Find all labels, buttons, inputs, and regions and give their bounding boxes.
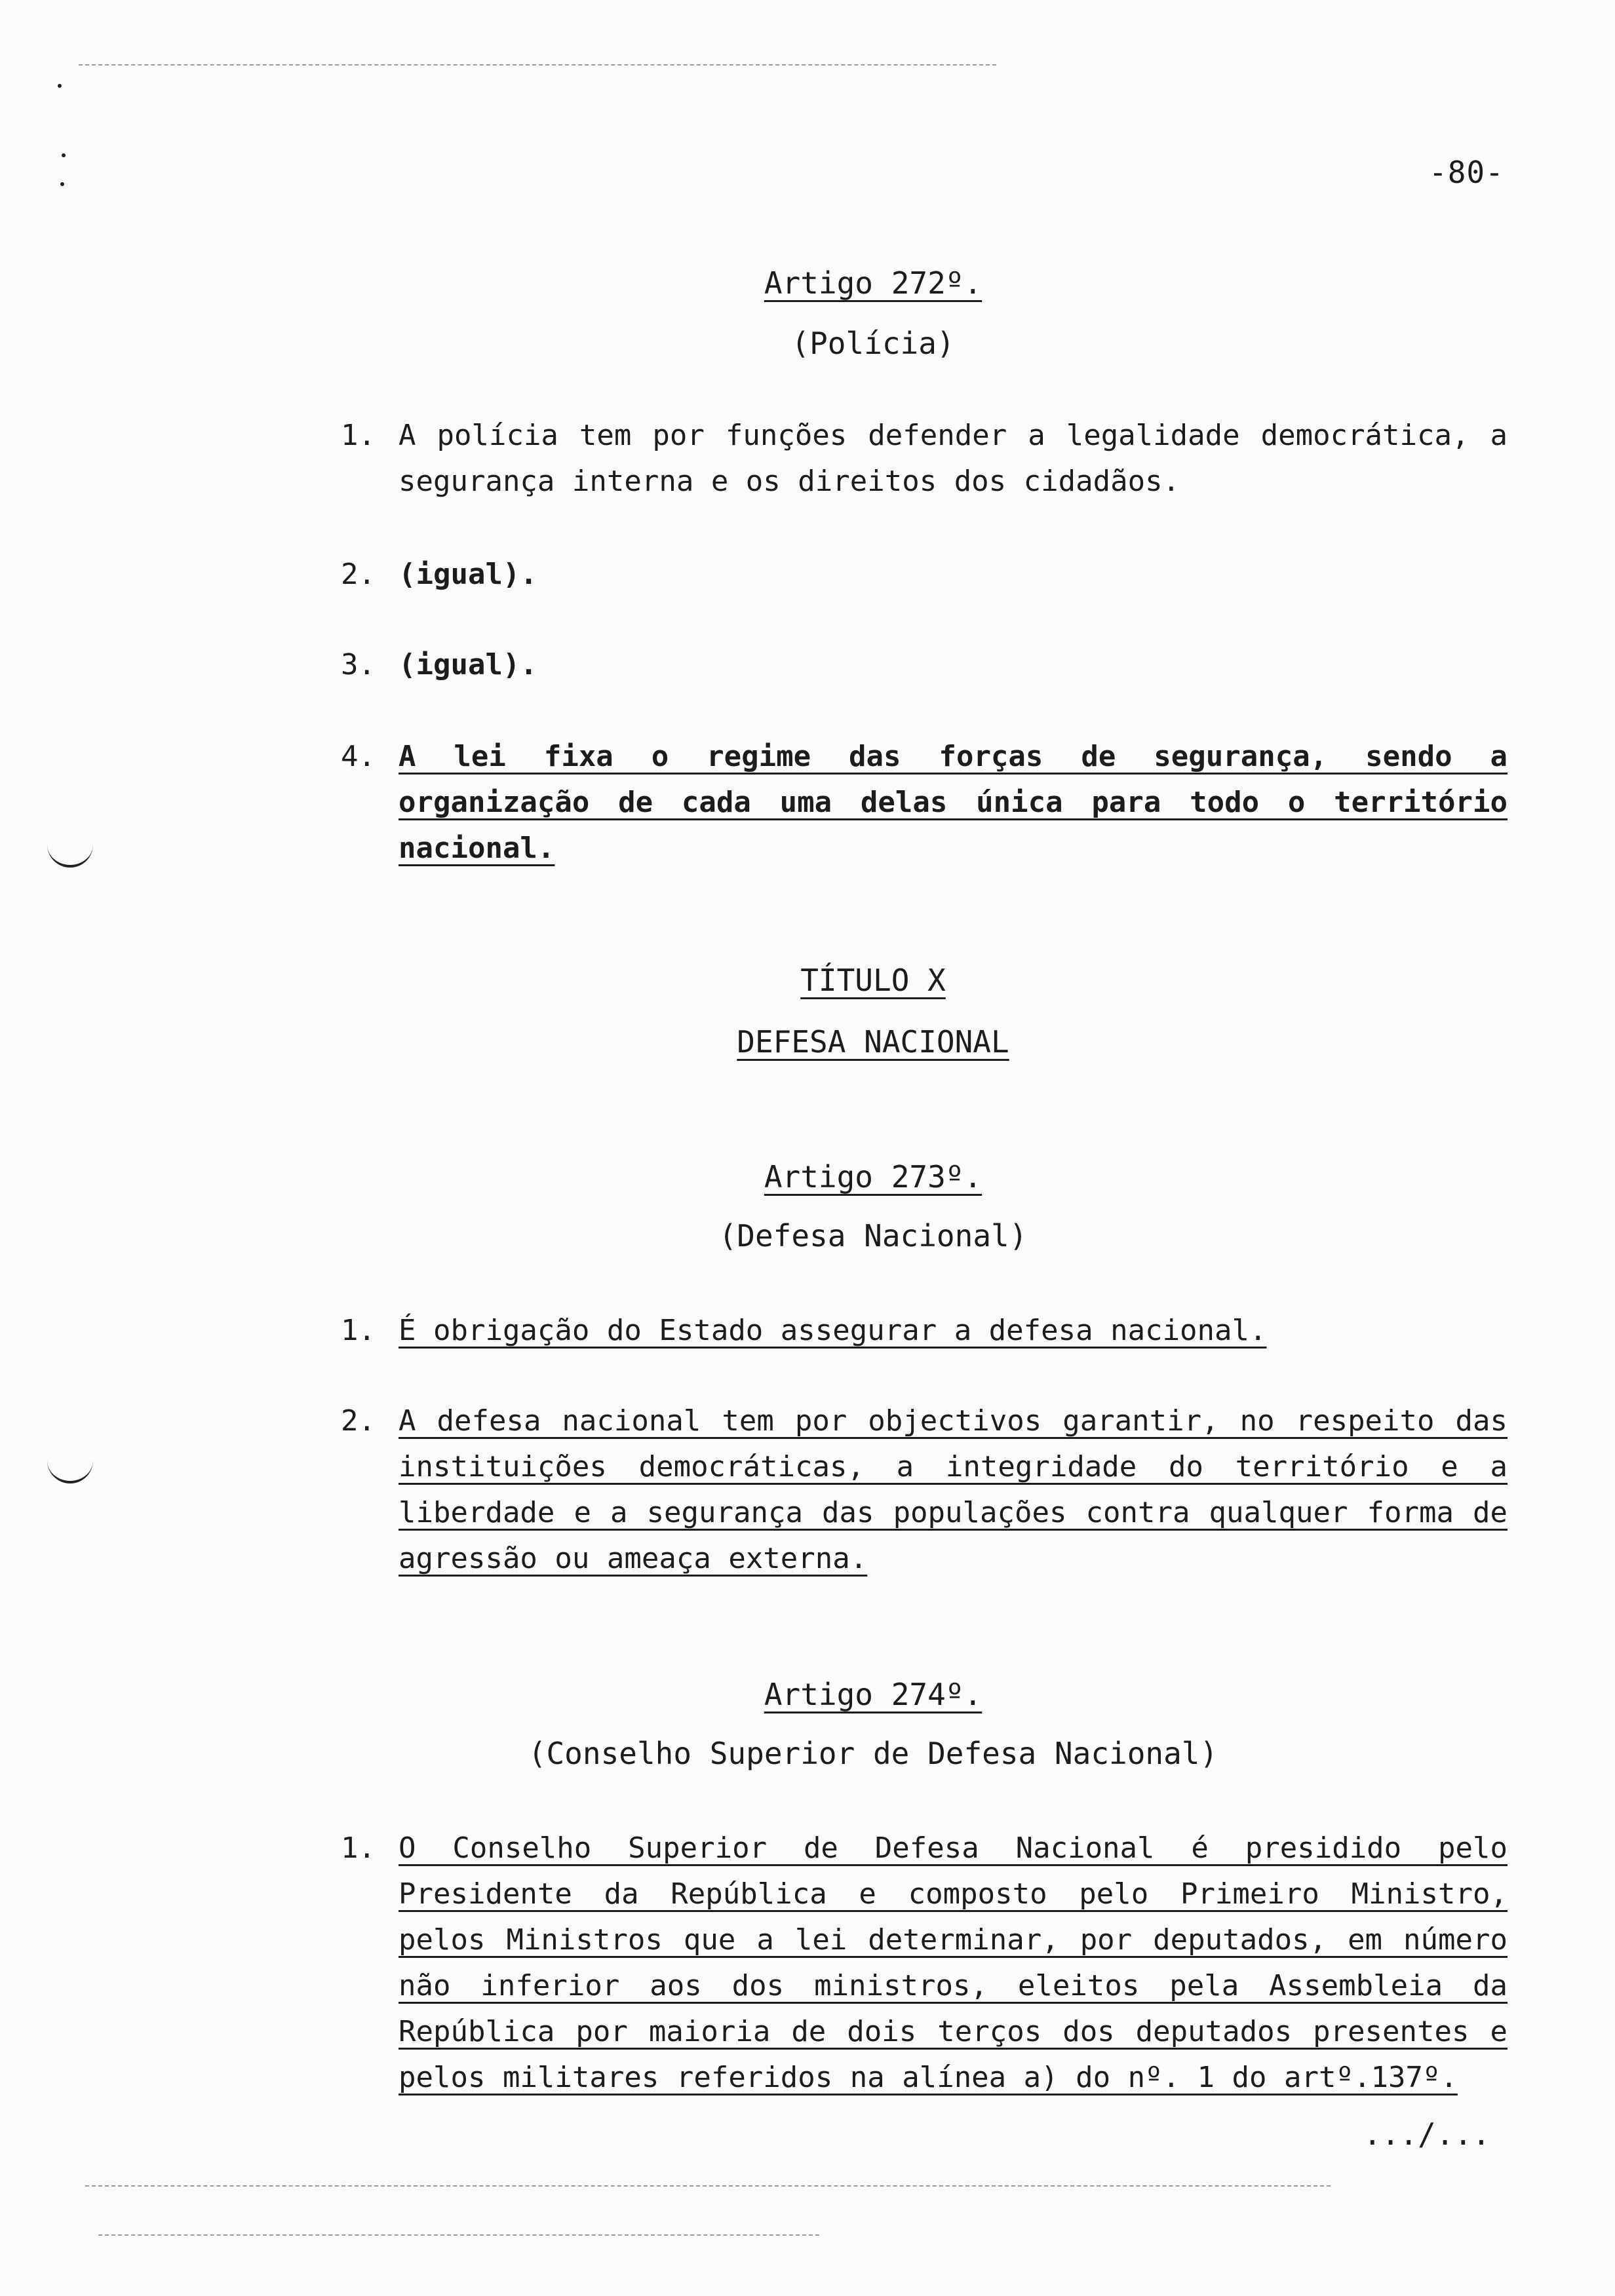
article-274-subtitle: (Conselho Superior de Defesa Nacional): [528, 1736, 1218, 1771]
scan-artifact-bottom-2: [98, 2234, 819, 2236]
punch-mark: [58, 84, 62, 88]
article-273-item-2: [341, 1398, 1508, 1582]
article-274-item-1: [341, 1826, 1508, 2101]
continuation-marker: .../...: [1363, 2116, 1490, 2152]
punch-mark: [62, 153, 66, 157]
article-273-item-1: [341, 1308, 1508, 1354]
article-272-item-4: [341, 734, 1508, 871]
item-text: É obrigação do Estado assegurar a defesa nacional.: [399, 1314, 1267, 1347]
page-number: -80-: [1429, 155, 1504, 190]
item-number: 1.: [341, 1831, 376, 1865]
title-label: TÍTULO X: [800, 963, 946, 998]
item-number: 1.: [341, 419, 376, 452]
scan-artifact-bottom: [85, 2185, 1331, 2187]
item-text: O Conselho Superior de Defesa Nacional é presidido pelo Presidente da República e composto pelo Primeiro Ministro, pelos Ministros que a lei determinar, por deputados, em número não inferior aos dos ministros, eleitos pela Assembleia da República por maioria de dois terços dos deputados presentes e pelos militares referidos na alínea a) do nº. 1 do artº.137º.: [399, 1831, 1508, 2094]
title-name: DEFESA NACIONAL: [737, 1024, 1009, 1060]
article-273-subtitle: (Defesa Nacional): [718, 1218, 1028, 1253]
item-number: 1.: [341, 1314, 376, 1347]
article-272-item-3: [341, 642, 1508, 688]
article-274-heading: Artigo 274º.: [764, 1677, 983, 1712]
item-number: 2.: [341, 1404, 376, 1438]
scan-artifact-top: [79, 64, 996, 66]
article-272-item-2: [341, 552, 1508, 598]
article-272-heading: Artigo 272º.: [764, 265, 983, 301]
punch-mark: [60, 182, 64, 186]
item-number: 2.: [341, 558, 376, 591]
item-text: (igual).: [399, 558, 537, 591]
article-272-subtitle: (Polícia): [791, 326, 955, 361]
item-number: 3.: [341, 648, 376, 681]
item-text: A lei fixa o regime das forças de segurança, sendo a organização de cada uma delas única para todo o território nacional.: [399, 740, 1508, 865]
article-272-item-1: [341, 413, 1508, 505]
item-text: A polícia tem por funções defender a legalidade democrática, a segurança interna e os direitos dos cidadãos.: [399, 419, 1508, 498]
item-number: 4.: [341, 740, 376, 773]
item-text: (igual).: [399, 648, 537, 681]
item-text: A defesa nacional tem por objectivos garantir, no respeito das instituições democráticas, a integridade do território e a liberdade e a segurança das populações contra qualquer forma de agressão ou ameaça externa.: [399, 1404, 1508, 1575]
article-273-heading: Artigo 273º.: [764, 1159, 983, 1195]
margin-pen-mark: [47, 1448, 93, 1483]
margin-pen-mark: [47, 832, 93, 868]
